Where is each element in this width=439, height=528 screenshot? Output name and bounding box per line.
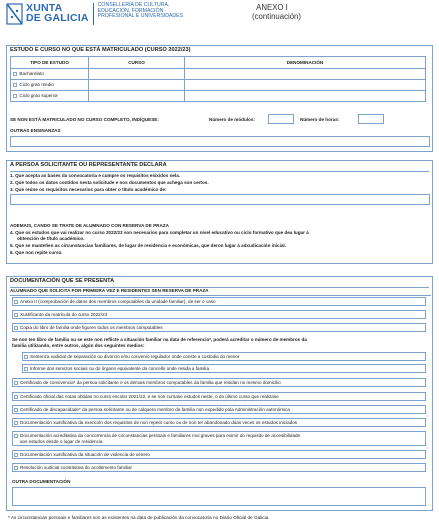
- column-header: DENOMINACIÓN: [185, 57, 426, 69]
- document-label: Resolución xudicial constitutiva do acollemento familiar: [20, 465, 133, 470]
- document-label: Certificado de discapacidade* da persoa solicitante ou de calquera membro da familia non expedido pola Administración autonómica: [20, 407, 290, 412]
- declaration-item-4: 4. Que os estudos que vai realizar no curso 2022/23 son necesarios para completar un nivel educativo ou ciclo formativo que dea lugar á: [10, 230, 309, 235]
- xunta-logo: [6, 3, 193, 25]
- serious-circumstances-checkbox[interactable]: [14, 434, 18, 438]
- logo-line-1: XUNTA: [26, 2, 63, 14]
- studies-section: [6, 45, 433, 152]
- document-label: Anexo II (comprobación de datos dos membros computables da unidade familiar), de ser o caso: [20, 299, 216, 304]
- family-book-checkbox[interactable]: [14, 326, 18, 330]
- document-label: Documentación acreditativa da concorrencia de circunstancias persoais e familiares moi graves para eximir do requisito de accesibilidade: [20, 433, 301, 438]
- document-label: Informe dos servizos sociais ou do órgano equivalente do concello onde resida a familia: [30, 366, 210, 371]
- logo-wordmark: [26, 3, 89, 23]
- document-label: Certificado de convivencia* da persoa solicitante e os demais membros computables da familia que residan no mesmo domicilio: [20, 380, 281, 385]
- disability-checkbox[interactable]: [14, 408, 18, 412]
- document-option-cohabitation-certificate[interactable]: [12, 378, 426, 387]
- document-option-grades-certificate[interactable]: [12, 392, 426, 401]
- declaration-item-6: 6. Que non repite curso.: [10, 250, 63, 255]
- cohabitation-checkbox[interactable]: [14, 381, 18, 385]
- higher-grade-checkbox[interactable]: [13, 94, 17, 98]
- document-label: Certificado oficial das notas obtidas no curso escolar 2021/22, e se non cursase estudos neste, o do último curso que realizase: [20, 394, 279, 399]
- document-option-gender-violence[interactable]: [12, 450, 426, 459]
- document-label-continued: aos estudos desde o lugar de residencia: [20, 438, 103, 444]
- column-header: TIPO DE ESTUDO: [11, 57, 89, 69]
- document-option-divorce-sentence[interactable]: [22, 352, 426, 361]
- bachelor-checkbox[interactable]: [13, 72, 17, 76]
- studies-table-header: [11, 57, 426, 69]
- studies-title: ESTUDO E CURSO NO QUE ESTÁ MATRICULADO (CURSO 2022/23): [10, 47, 191, 53]
- declaration-section: [6, 160, 433, 264]
- study-type-label: Bacharelato: [19, 71, 44, 77]
- medium-grade-checkbox[interactable]: [13, 83, 17, 87]
- document-option-disability-certificate[interactable]: [12, 405, 426, 414]
- course-cell[interactable]: [89, 91, 185, 102]
- other-studies-label: OUTRAS ENSINANZAS: [10, 128, 61, 133]
- table-row: [11, 69, 426, 80]
- logo-separator: [93, 3, 94, 25]
- annex-ii-checkbox[interactable]: [14, 300, 18, 304]
- gender-violence-checkbox[interactable]: [14, 453, 18, 457]
- declaration-item-2: 2. Que todos os datos contidos nesta solicitude e nos documentos que achega son certos.: [10, 180, 209, 185]
- study-type-cell[interactable]: [11, 91, 89, 102]
- family-note-line-2: familia utilizando, entre outros, algún dos seguintes medios:: [12, 343, 145, 348]
- document-label: Sentenza xudicial de separación ou divorcio e/ou convenio regulador onde conste a custodia do menor: [30, 354, 240, 359]
- course-cell[interactable]: [89, 80, 185, 91]
- denomination-cell[interactable]: [185, 91, 426, 102]
- document-label: Copia do libro de familia onde figuren todos os membros computables: [20, 325, 163, 330]
- documentation-title: DOCUMENTACIÓN QUE SE PRESENTA: [10, 278, 115, 284]
- department-name: CONSELLERÍA DE CULTURA, EDUCACIÓN, FORMACIÓN PROFESIONAL E UNIVERSIDADES: [97, 2, 184, 20]
- document-option-serious-circumstances[interactable]: [12, 431, 426, 446]
- document-option-foster-care[interactable]: [12, 463, 426, 472]
- document-option-social-services[interactable]: [22, 364, 426, 373]
- modules-input[interactable]: [268, 114, 294, 124]
- document-label: Documentación xustificativa da exención dos requisitos de non repetir curso ou de non ter abandonado dúas veces os estudos iniciados: [20, 420, 298, 425]
- grades-checkbox[interactable]: [14, 395, 18, 399]
- hours-label: Número de horas:: [300, 117, 340, 122]
- denomination-cell[interactable]: [185, 80, 426, 91]
- incomplete-course-label: SE NON ESTÁ MATRICULADO NO CURSO COMPLETO, INDÍQUESE:: [10, 117, 159, 122]
- document-header: [6, 3, 433, 36]
- declaration-item-4-continued: obtención de título académico.: [17, 236, 85, 241]
- document-label: Documentación xustificativa da situación de violencia de xénero: [20, 452, 150, 457]
- annex-title: ANEXO I: [256, 3, 288, 12]
- study-type-label: Ciclo grao superior: [19, 93, 58, 99]
- declaration-title: A PERSOA SOLICITANTE OU REPRESENTANTE DECLARA: [10, 162, 167, 168]
- document-option-family-book[interactable]: [12, 323, 426, 332]
- denomination-cell[interactable]: [185, 69, 426, 80]
- studies-table: [10, 56, 426, 102]
- logo-line-2: DE GALICIA: [26, 12, 89, 24]
- exemption-checkbox[interactable]: [14, 421, 18, 425]
- reserve-label: ADEMAIS, CANDO SE TRATE DE ALUMNADO CON RESERVA DE PRAZA: [10, 223, 169, 228]
- document-label: Xustificante da matrícula do curso 2022/23: [20, 312, 108, 317]
- social-services-checkbox[interactable]: [24, 367, 28, 371]
- table-row: [11, 91, 426, 102]
- annex-heading: [252, 3, 301, 21]
- documentation-subtitle: ALUMNADO QUE SOLICITA POR PRIMEIRA VEZ E RESIDENTES SEN RESERVA DE PRAZA: [10, 288, 209, 293]
- hours-input[interactable]: [358, 114, 384, 124]
- declaration-item-3: 3. Que reúne os requisitos necesarios para obter o título académico de:: [10, 187, 167, 192]
- subtitle-divider: [10, 295, 431, 296]
- other-documentation-label: OUTRA DOCUMENTACIÓN: [12, 479, 71, 484]
- academic-title-input[interactable]: [10, 194, 430, 205]
- foster-care-checkbox[interactable]: [14, 466, 18, 470]
- section-divider: [10, 171, 429, 172]
- modules-label: Número de módulos:: [209, 117, 255, 122]
- document-option-enrolment-proof[interactable]: [12, 310, 426, 319]
- footnote: * As circunstancias persoais e familiares son as existentes na data de publicación da convocatoria no Diario Oficial de Galicia.: [8, 515, 270, 520]
- annex-subtitle: (continuación): [252, 11, 301, 21]
- document-option-annex-ii[interactable]: [12, 297, 426, 306]
- declaration-item-5: 5. Que se manteñen as circunstancias familiares, de lugar de residencia e económicas, que deron lugar á adxudicación inicial.: [10, 243, 286, 248]
- document-option-exemption-proof[interactable]: [12, 418, 426, 427]
- xunta-emblem-icon: [6, 3, 23, 25]
- study-type-cell[interactable]: [11, 69, 89, 80]
- other-studies-input[interactable]: [10, 136, 430, 147]
- declaration-item-1: 1. Que acepta as bases da convocatoria e cumpre os requisitos esixidos nela.: [10, 173, 181, 178]
- course-cell[interactable]: [89, 69, 185, 80]
- other-documentation-input[interactable]: [12, 487, 426, 506]
- enrolment-proof-checkbox[interactable]: [14, 313, 18, 317]
- study-type-label: Ciclo grao medio: [19, 82, 54, 88]
- study-type-cell[interactable]: [11, 80, 89, 91]
- table-row: [11, 80, 426, 91]
- divorce-sentence-checkbox[interactable]: [24, 355, 28, 359]
- column-header: CURSO: [89, 57, 185, 69]
- family-note-line-1: Se non ten libro de familia ou se este non reflicte a situación familiar na data de referencia*, poderá acreditar o número de membros da: [12, 337, 307, 342]
